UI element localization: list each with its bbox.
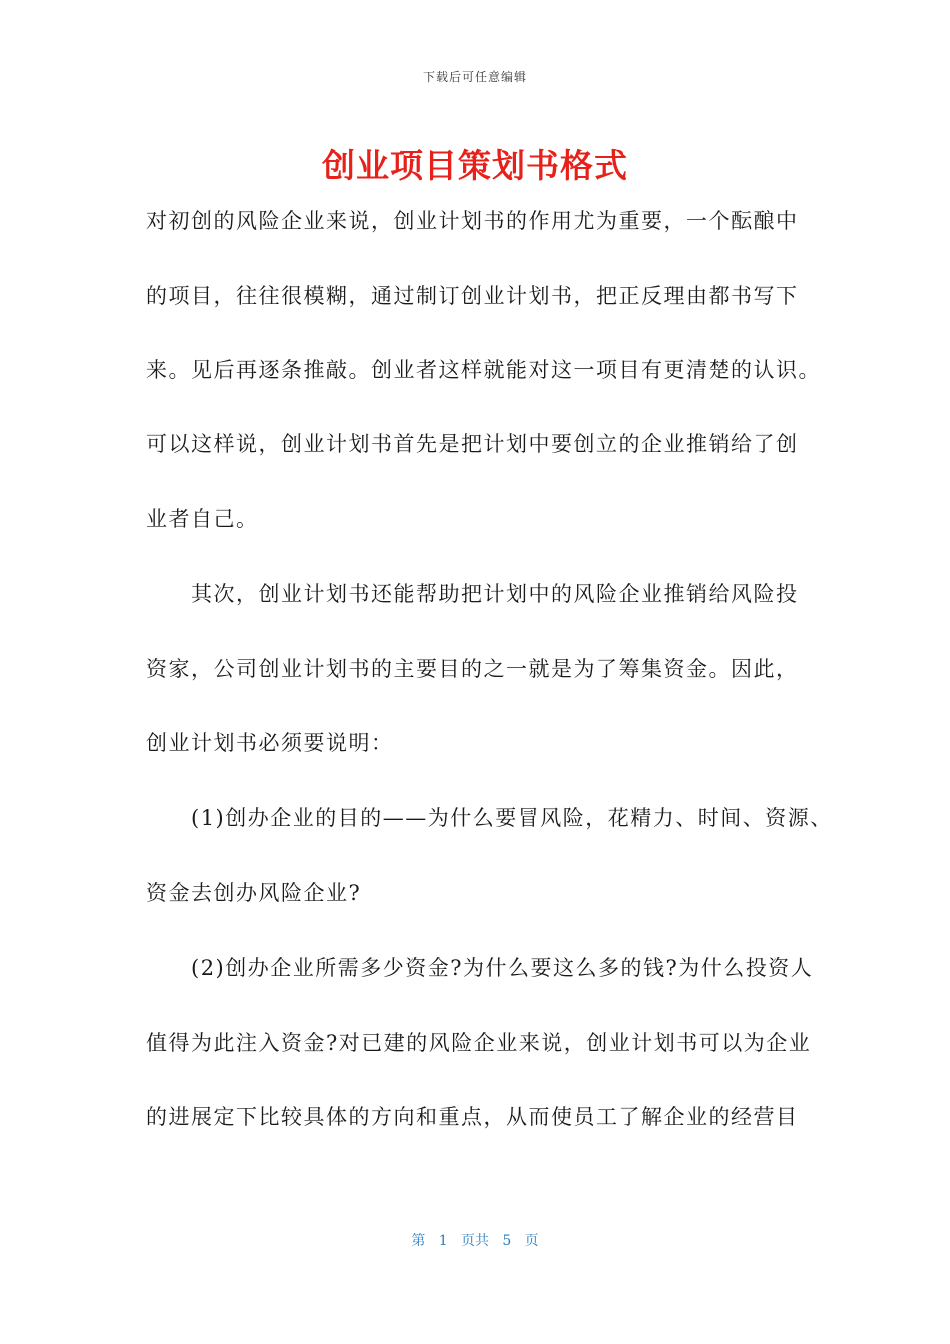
page-suffix: 页 xyxy=(524,1233,539,1249)
page-total-number: 5 xyxy=(502,1233,512,1249)
page-footer xyxy=(0,1230,950,1250)
document-title: 创业项目策划书格式 xyxy=(322,146,628,185)
body-line: 来。见后再逐条推敲。创业者这样就能对这一项目有更清楚的认识。 xyxy=(146,358,821,382)
body-line: 对初创的风险企业来说，创业计划书的作用尤为重要，一个酝酿中 xyxy=(146,209,799,233)
body-line: 资金去创办风险企业? xyxy=(146,881,362,905)
body-line: 业者自己。 xyxy=(146,507,259,531)
body-line: 值得为此注入资金?对已建的风险企业来说，创业计划书可以为企业 xyxy=(146,1031,812,1055)
body-line: (1)创办企业的目的——为什么要冒风险，花精力、时间、资源、 xyxy=(191,806,833,830)
body-line: 的进展定下比较具体的方向和重点，从而使员工了解企业的经营目 xyxy=(146,1105,799,1129)
page-current-number: 1 xyxy=(438,1233,448,1249)
body-line: (2)创办企业所需多少资金?为什么要这么多的钱?为什么投资人 xyxy=(191,956,814,980)
header-note: 下载后可任意编辑 xyxy=(422,70,527,84)
body-line: 可以这样说，创业计划书首先是把计划中要创立的企业推销给了创 xyxy=(146,432,799,456)
body-line: 其次，创业计划书还能帮助把计划中的风险企业推销给风险投 xyxy=(191,582,799,606)
page-prefix: 第 xyxy=(411,1233,426,1249)
page-middle: 页共 xyxy=(461,1233,489,1249)
body-line: 资家，公司创业计划书的主要目的之一就是为了筹集资金。因此， xyxy=(146,657,799,681)
body-line: 创业计划书必须要说明： xyxy=(146,731,394,755)
body-line: 的项目，往往很模糊，通过制订创业计划书，把正反理由都书写下 xyxy=(146,284,799,308)
